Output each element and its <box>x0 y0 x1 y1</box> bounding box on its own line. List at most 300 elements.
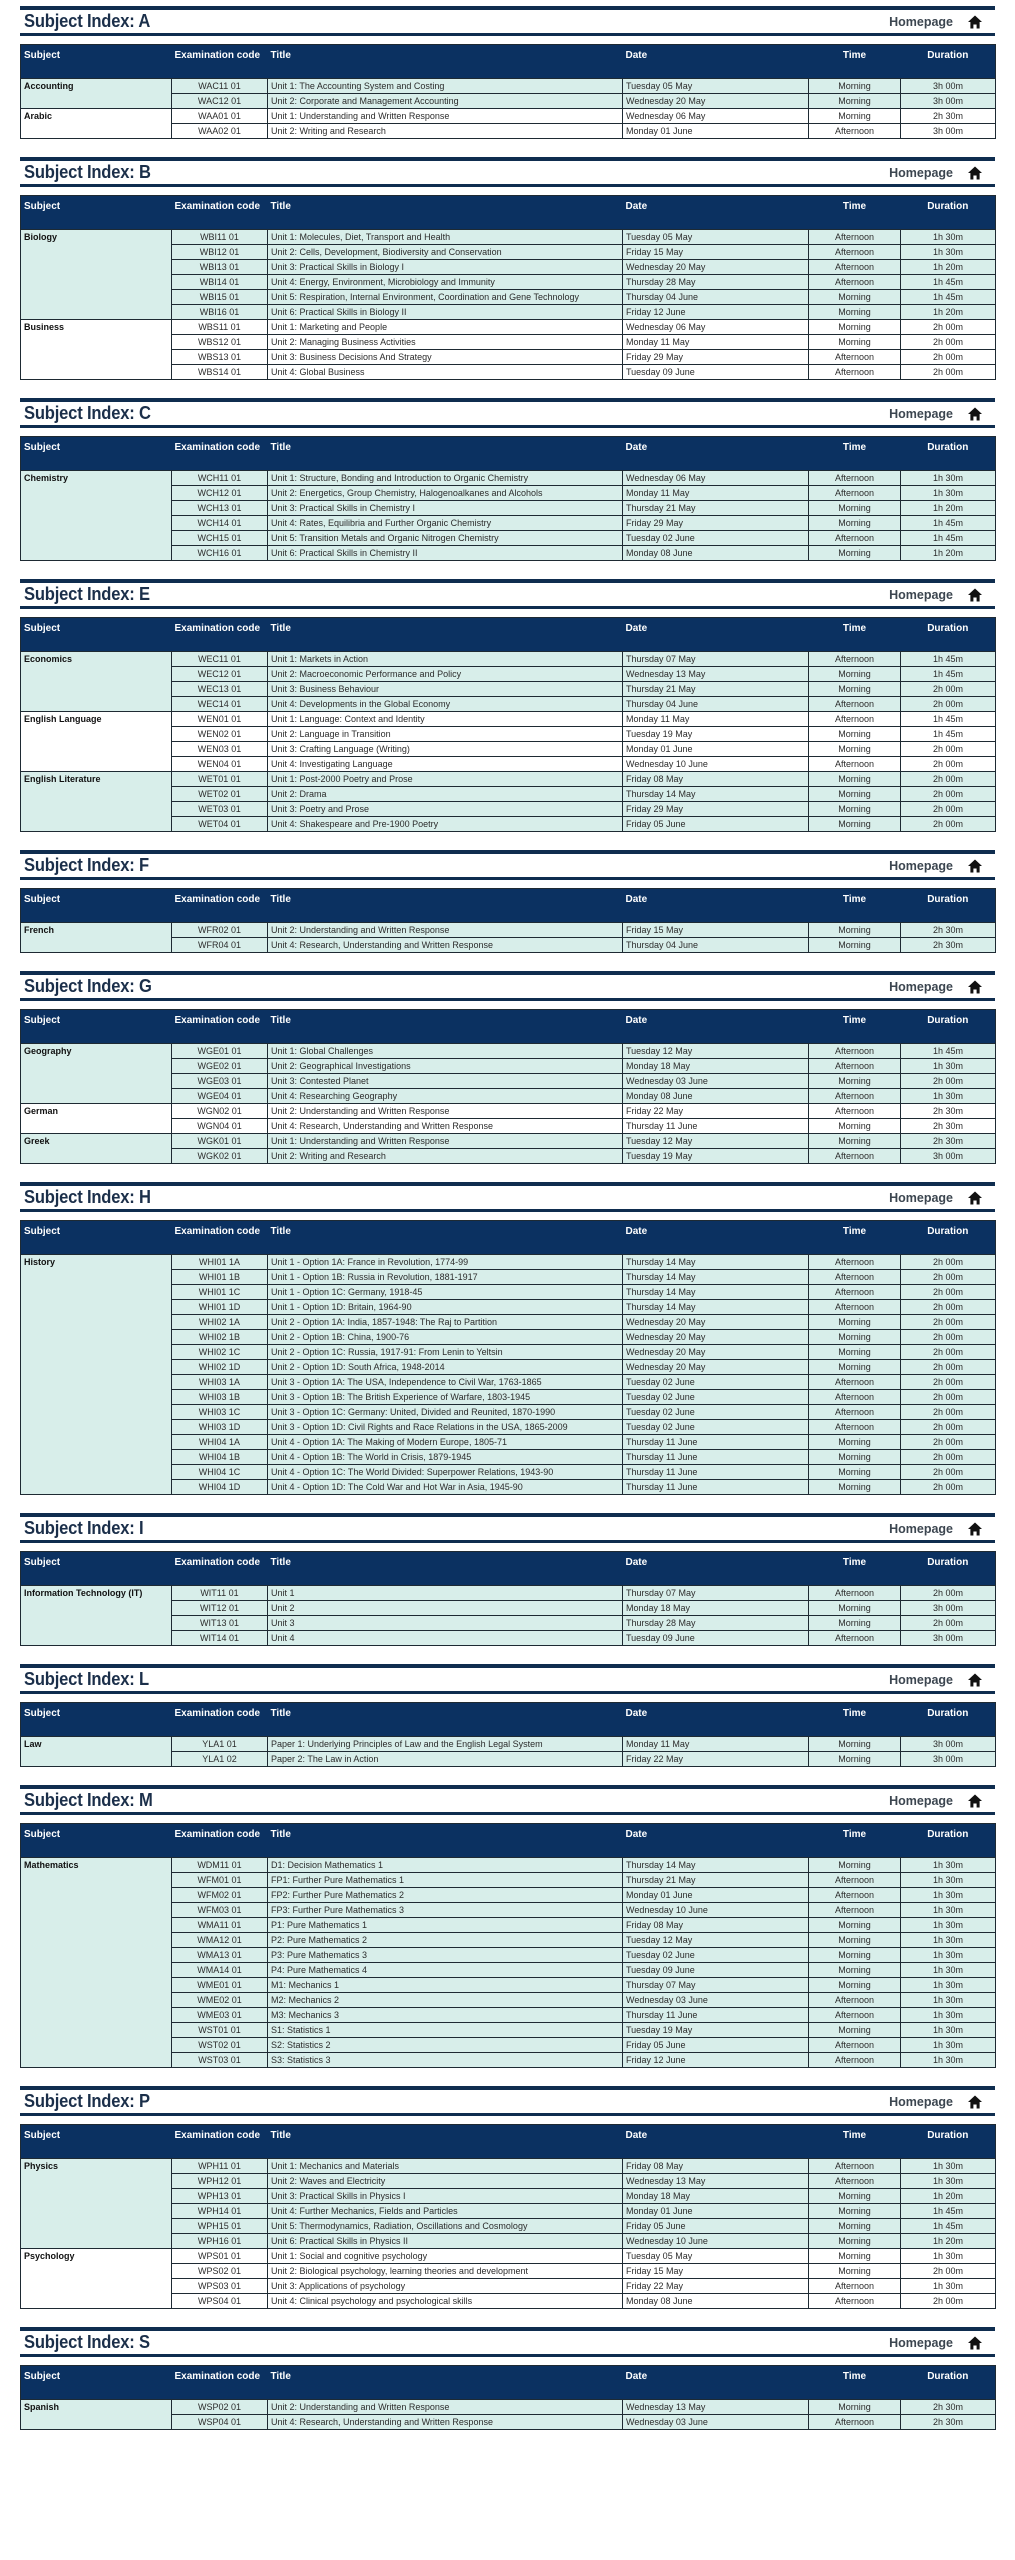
cell-duration: 2h 00m <box>901 365 996 380</box>
column-header-date: Date <box>623 437 809 471</box>
table-header-row <box>21 889 996 923</box>
cell-duration: 1h 45m <box>901 290 996 305</box>
column-header-code: Examination code <box>172 196 268 230</box>
cell-title: Unit 4: Shakespeare and Pre-1900 Poetry <box>268 817 623 832</box>
cell-title: Unit 1 - Option 1B: Russia in Revolution, 1881-1917 <box>268 1270 623 1285</box>
cell-date: Thursday 28 May <box>623 275 809 290</box>
subject-index-section <box>20 1785 995 2068</box>
cell-date: Thursday 14 May <box>623 1255 809 1270</box>
cell-date: Thursday 14 May <box>623 787 809 802</box>
cell-title: Unit 3 - Option 1B: The British Experience of Warfare, 1803-1945 <box>268 1390 623 1405</box>
column-header-title: Title <box>268 437 623 471</box>
cell-time: Afternoon <box>809 1888 901 1903</box>
column-header-date: Date <box>623 196 809 230</box>
cell-duration: 1h 20m <box>901 2234 996 2249</box>
subject-name: Physics <box>21 2159 172 2249</box>
cell-time: Morning <box>809 305 901 320</box>
cell-time: Afternoon <box>809 2008 901 2023</box>
cell-title: Unit 1: The Accounting System and Costing <box>268 79 623 94</box>
exam-timetable <box>20 436 996 561</box>
table-row <box>21 1737 996 1752</box>
subject-name: Chemistry <box>21 471 172 561</box>
column-header-code: Examination code <box>172 889 268 923</box>
cell-duration: 2h 00m <box>901 320 996 335</box>
cell-code: WCH15 01 <box>172 531 268 546</box>
table-row <box>21 1044 996 1059</box>
column-header-time: Time <box>809 1010 901 1044</box>
table-header-row <box>21 2125 996 2159</box>
cell-date: Thursday 07 May <box>623 1586 809 1601</box>
cell-duration: 1h 30m <box>901 1948 996 1963</box>
homepage-link[interactable] <box>889 979 983 995</box>
cell-code: WCH16 01 <box>172 546 268 561</box>
cell-time: Morning <box>809 1616 901 1631</box>
cell-time: Morning <box>809 1752 901 1767</box>
cell-time: Afternoon <box>809 652 901 667</box>
subject-index-section <box>20 579 995 832</box>
cell-date: Tuesday 02 June <box>623 531 809 546</box>
cell-code: WGE04 01 <box>172 1089 268 1104</box>
cell-code: WCH11 01 <box>172 471 268 486</box>
cell-title: P4: Pure Mathematics 4 <box>268 1963 623 1978</box>
exam-timetable <box>20 2365 996 2430</box>
cell-code: WMA14 01 <box>172 1963 268 1978</box>
cell-title: Unit 4: Rates, Equilibria and Further Organic Chemistry <box>268 516 623 531</box>
cell-date: Tuesday 05 May <box>623 2249 809 2264</box>
homepage-link[interactable] <box>889 1521 983 1537</box>
column-header-title: Title <box>268 889 623 923</box>
subject-index-section <box>20 1513 995 1646</box>
cell-date: Tuesday 02 June <box>623 1375 809 1390</box>
cell-code: WET01 01 <box>172 772 268 787</box>
homepage-link[interactable] <box>889 1793 983 1809</box>
cell-date: Thursday 14 May <box>623 1270 809 1285</box>
cell-code: YLA1 02 <box>172 1752 268 1767</box>
column-header-time: Time <box>809 1221 901 1255</box>
cell-title: Unit 3: Business Behaviour <box>268 682 623 697</box>
cell-duration: 1h 30m <box>901 1963 996 1978</box>
cell-code: WAA01 01 <box>172 109 268 124</box>
cell-date: Wednesday 06 May <box>623 471 809 486</box>
cell-title: Unit 1: Marketing and People <box>268 320 623 335</box>
cell-duration: 2h 30m <box>901 1119 996 1134</box>
home-icon <box>967 406 983 422</box>
cell-time: Morning <box>809 1134 901 1149</box>
subject-index-section <box>20 398 995 561</box>
cell-title: Unit 2: Understanding and Written Response <box>268 923 623 938</box>
column-header-time: Time <box>809 196 901 230</box>
cell-time: Morning <box>809 1074 901 1089</box>
cell-time: Afternoon <box>809 697 901 712</box>
cell-time: Morning <box>809 1345 901 1360</box>
cell-time: Morning <box>809 817 901 832</box>
cell-title: Unit 1: Structure, Bonding and Introduction to Organic Chemistry <box>268 471 623 486</box>
cell-code: WEC13 01 <box>172 682 268 697</box>
homepage-label: Homepage <box>889 14 953 29</box>
cell-code: WPH13 01 <box>172 2189 268 2204</box>
cell-duration: 3h 00m <box>901 124 996 139</box>
subject-index-section <box>20 1664 995 1767</box>
cell-time: Afternoon <box>809 2038 901 2053</box>
cell-date: Tuesday 19 May <box>623 1149 809 1164</box>
cell-duration: 2h 00m <box>901 1420 996 1435</box>
cell-title: FP1: Further Pure Mathematics 1 <box>268 1873 623 1888</box>
homepage-label: Homepage <box>889 1672 953 1687</box>
home-icon <box>967 2335 983 2351</box>
cell-date: Friday 05 June <box>623 817 809 832</box>
cell-code: WPH16 01 <box>172 2234 268 2249</box>
cell-time: Morning <box>809 682 901 697</box>
cell-duration: 1h 30m <box>901 1888 996 1903</box>
cell-title: Unit 2 - Option 1B: China, 1900-76 <box>268 1330 623 1345</box>
cell-duration: 1h 45m <box>901 2204 996 2219</box>
cell-code: WBI16 01 <box>172 305 268 320</box>
cell-time: Afternoon <box>809 1270 901 1285</box>
cell-duration: 1h 30m <box>901 2008 996 2023</box>
homepage-link[interactable] <box>889 1190 983 1206</box>
cell-time: Morning <box>809 2204 901 2219</box>
cell-code: YLA1 01 <box>172 1737 268 1752</box>
column-header-title: Title <box>268 2366 623 2400</box>
cell-date: Friday 12 June <box>623 2053 809 2068</box>
cell-time: Morning <box>809 923 901 938</box>
subject-name: Geography <box>21 1044 172 1104</box>
cell-duration: 2h 00m <box>901 742 996 757</box>
cell-title: Unit 2: Macroeconomic Performance and Policy <box>268 667 623 682</box>
cell-code: WIT12 01 <box>172 1601 268 1616</box>
section-title: Subject Index: B <box>24 162 151 182</box>
cell-duration: 1h 45m <box>901 516 996 531</box>
section-header <box>20 850 995 880</box>
cell-duration: 1h 30m <box>901 471 996 486</box>
cell-time: Morning <box>809 320 901 335</box>
cell-date: Thursday 14 May <box>623 1300 809 1315</box>
column-header-time: Time <box>809 45 901 79</box>
cell-title: Unit 2: Corporate and Management Accounting <box>268 94 623 109</box>
cell-time: Afternoon <box>809 2415 901 2430</box>
exam-timetable <box>20 1551 996 1646</box>
cell-date: Wednesday 06 May <box>623 109 809 124</box>
cell-code: WHI02 1B <box>172 1330 268 1345</box>
cell-date: Friday 08 May <box>623 1918 809 1933</box>
cell-date: Tuesday 02 June <box>623 1948 809 1963</box>
column-header-subject: Subject <box>21 618 172 652</box>
column-header-duration: Duration <box>901 889 996 923</box>
column-header-subject: Subject <box>21 1010 172 1044</box>
cell-title: Unit 4: Research, Understanding and Written Response <box>268 2415 623 2430</box>
cell-title: Unit 6: Practical Skills in Physics II <box>268 2234 623 2249</box>
cell-duration: 2h 00m <box>901 1450 996 1465</box>
cell-time: Morning <box>809 1465 901 1480</box>
cell-code: WBS11 01 <box>172 320 268 335</box>
cell-time: Afternoon <box>809 1375 901 1390</box>
homepage-link[interactable] <box>889 587 983 603</box>
cell-date: Friday 12 June <box>623 305 809 320</box>
cell-title: Unit 1: Markets in Action <box>268 652 623 667</box>
cell-title: Unit 4: Global Business <box>268 365 623 380</box>
homepage-label: Homepage <box>889 2335 953 2350</box>
cell-code: WCH14 01 <box>172 516 268 531</box>
section-header <box>20 579 995 609</box>
column-header-title: Title <box>268 45 623 79</box>
homepage-link[interactable] <box>889 165 983 181</box>
cell-code: WBI11 01 <box>172 230 268 245</box>
homepage-label: Homepage <box>889 406 953 421</box>
cell-duration: 1h 45m <box>901 531 996 546</box>
cell-code: WFM03 01 <box>172 1903 268 1918</box>
cell-code: WFR02 01 <box>172 923 268 938</box>
column-header-code: Examination code <box>172 1010 268 1044</box>
subject-name: German <box>21 1104 172 1134</box>
cell-duration: 2h 00m <box>901 1480 996 1495</box>
homepage-link[interactable] <box>889 858 983 874</box>
column-header-time: Time <box>809 618 901 652</box>
cell-title: Unit 4: Research, Understanding and Written Response <box>268 1119 623 1134</box>
cell-time: Morning <box>809 742 901 757</box>
section-title: Subject Index: S <box>24 2332 150 2352</box>
cell-time: Afternoon <box>809 1631 901 1646</box>
cell-duration: 1h 30m <box>901 2174 996 2189</box>
cell-date: Friday 08 May <box>623 2159 809 2174</box>
cell-title: Unit 3: Practical Skills in Physics I <box>268 2189 623 2204</box>
cell-title: S1: Statistics 1 <box>268 2023 623 2038</box>
cell-duration: 1h 30m <box>901 1978 996 1993</box>
cell-code: WHI01 1C <box>172 1285 268 1300</box>
cell-duration: 2h 00m <box>901 1360 996 1375</box>
cell-date: Monday 08 June <box>623 546 809 561</box>
cell-date: Tuesday 05 May <box>623 230 809 245</box>
section-title: Subject Index: G <box>24 976 152 996</box>
cell-title: Unit 2 - Option 1A: India, 1857-1948: The Raj to Partition <box>268 1315 623 1330</box>
cell-duration: 1h 30m <box>901 1918 996 1933</box>
column-header-subject: Subject <box>21 437 172 471</box>
cell-title: S2: Statistics 2 <box>268 2038 623 2053</box>
homepage-label: Homepage <box>889 858 953 873</box>
cell-time: Afternoon <box>809 1405 901 1420</box>
home-icon <box>967 587 983 603</box>
cell-title: Unit 2: Understanding and Written Response <box>268 1104 623 1119</box>
cell-duration: 1h 20m <box>901 546 996 561</box>
cell-time: Morning <box>809 727 901 742</box>
subject-index-document <box>20 6 995 2430</box>
cell-time: Afternoon <box>809 1390 901 1405</box>
cell-title: Unit 1: Understanding and Written Response <box>268 1134 623 1149</box>
cell-duration: 2h 30m <box>901 923 996 938</box>
home-icon <box>967 979 983 995</box>
table-row <box>21 2400 996 2415</box>
column-header-time: Time <box>809 2366 901 2400</box>
cell-duration: 2h 00m <box>901 1074 996 1089</box>
table-row <box>21 652 996 667</box>
cell-code: WHI04 1C <box>172 1465 268 1480</box>
cell-date: Wednesday 20 May <box>623 1345 809 1360</box>
homepage-link[interactable] <box>889 406 983 422</box>
cell-date: Monday 11 May <box>623 486 809 501</box>
cell-code: WPH11 01 <box>172 2159 268 2174</box>
cell-code: WHI01 1A <box>172 1255 268 1270</box>
cell-code: WSP02 01 <box>172 2400 268 2415</box>
cell-code: WAA02 01 <box>172 124 268 139</box>
cell-time: Morning <box>809 94 901 109</box>
cell-time: Afternoon <box>809 1586 901 1601</box>
cell-date: Friday 05 June <box>623 2038 809 2053</box>
table-row <box>21 320 996 335</box>
cell-date: Thursday 04 June <box>623 697 809 712</box>
cell-date: Wednesday 20 May <box>623 1330 809 1345</box>
home-icon <box>967 2094 983 2110</box>
cell-date: Thursday 21 May <box>623 1873 809 1888</box>
cell-title: M3: Mechanics 3 <box>268 2008 623 2023</box>
cell-duration: 2h 00m <box>901 1390 996 1405</box>
cell-date: Thursday 04 June <box>623 290 809 305</box>
cell-date: Wednesday 03 June <box>623 2415 809 2430</box>
cell-date: Tuesday 19 May <box>623 727 809 742</box>
section-header <box>20 1785 995 1815</box>
cell-title: P1: Pure Mathematics 1 <box>268 1918 623 1933</box>
cell-time: Morning <box>809 2189 901 2204</box>
cell-date: Wednesday 10 June <box>623 1903 809 1918</box>
homepage-link[interactable] <box>889 2094 983 2110</box>
cell-title: Unit 4: Research, Understanding and Written Response <box>268 938 623 953</box>
cell-code: WBI14 01 <box>172 275 268 290</box>
cell-time: Afternoon <box>809 1993 901 2008</box>
table-row <box>21 1858 996 1873</box>
table-header-row <box>21 1703 996 1737</box>
subject-index-section <box>20 971 995 1164</box>
cell-date: Wednesday 20 May <box>623 94 809 109</box>
homepage-label: Homepage <box>889 1190 953 1205</box>
cell-time: Afternoon <box>809 2294 901 2309</box>
cell-title: Unit 2: Language in Transition <box>268 727 623 742</box>
cell-title: Unit 5: Thermodynamics, Radiation, Oscillations and Cosmology <box>268 2219 623 2234</box>
homepage-label: Homepage <box>889 2094 953 2109</box>
cell-date: Friday 08 May <box>623 772 809 787</box>
cell-time: Morning <box>809 1933 901 1948</box>
cell-title: Unit 2: Writing and Research <box>268 1149 623 1164</box>
column-header-code: Examination code <box>172 618 268 652</box>
cell-duration: 1h 30m <box>901 2038 996 2053</box>
cell-date: Wednesday 13 May <box>623 2400 809 2415</box>
cell-code: WEN04 01 <box>172 757 268 772</box>
cell-title: Unit 2: Energetics, Group Chemistry, Halogenoalkanes and Alcohols <box>268 486 623 501</box>
section-title: Subject Index: C <box>24 403 151 423</box>
cell-duration: 2h 00m <box>901 335 996 350</box>
cell-time: Afternoon <box>809 1255 901 1270</box>
column-header-date: Date <box>623 1010 809 1044</box>
cell-code: WHI02 1A <box>172 1315 268 1330</box>
cell-duration: 2h 00m <box>901 1616 996 1631</box>
cell-code: WIT14 01 <box>172 1631 268 1646</box>
cell-duration: 2h 00m <box>901 350 996 365</box>
cell-title: Unit 5: Respiration, Internal Environment, Coordination and Gene Technology <box>268 290 623 305</box>
cell-code: WHI03 1A <box>172 1375 268 1390</box>
cell-time: Afternoon <box>809 2279 901 2294</box>
cell-time: Afternoon <box>809 2053 901 2068</box>
homepage-link[interactable] <box>889 1672 983 1688</box>
column-header-time: Time <box>809 2125 901 2159</box>
cell-title: M1: Mechanics 1 <box>268 1978 623 1993</box>
homepage-label: Homepage <box>889 1521 953 1536</box>
cell-duration: 2h 00m <box>901 1255 996 1270</box>
cell-time: Morning <box>809 1963 901 1978</box>
table-row <box>21 471 996 486</box>
cell-date: Monday 08 June <box>623 1089 809 1104</box>
cell-date: Tuesday 02 June <box>623 1420 809 1435</box>
cell-duration: 1h 20m <box>901 501 996 516</box>
cell-title: Unit 3 <box>268 1616 623 1631</box>
cell-time: Morning <box>809 79 901 94</box>
cell-title: Unit 4 <box>268 1631 623 1646</box>
cell-duration: 2h 00m <box>901 772 996 787</box>
cell-code: WHI04 1B <box>172 1450 268 1465</box>
cell-title: Unit 3 - Option 1D: Civil Rights and Race Relations in the USA, 1865-2009 <box>268 1420 623 1435</box>
homepage-link[interactable] <box>889 2335 983 2351</box>
cell-date: Wednesday 10 June <box>623 2234 809 2249</box>
cell-time: Afternoon <box>809 531 901 546</box>
cell-duration: 2h 00m <box>901 697 996 712</box>
section-header <box>20 2327 995 2357</box>
column-header-code: Examination code <box>172 1552 268 1586</box>
cell-duration: 1h 30m <box>901 2279 996 2294</box>
column-header-subject: Subject <box>21 1552 172 1586</box>
cell-time: Afternoon <box>809 1149 901 1164</box>
column-header-code: Examination code <box>172 1221 268 1255</box>
cell-time: Afternoon <box>809 2159 901 2174</box>
homepage-label: Homepage <box>889 979 953 994</box>
cell-title: FP2: Further Pure Mathematics 2 <box>268 1888 623 1903</box>
table-row <box>21 712 996 727</box>
exam-timetable <box>20 1823 996 2068</box>
exam-timetable <box>20 44 996 139</box>
table-header-row <box>21 1221 996 1255</box>
cell-date: Thursday 11 June <box>623 1435 809 1450</box>
cell-code: WBI15 01 <box>172 290 268 305</box>
cell-title: Unit 3: Crafting Language (Writing) <box>268 742 623 757</box>
section-header <box>20 971 995 1001</box>
cell-date: Thursday 11 June <box>623 1119 809 1134</box>
table-row <box>21 1104 996 1119</box>
subject-index-section <box>20 6 995 139</box>
table-header-row <box>21 437 996 471</box>
cell-time: Afternoon <box>809 1089 901 1104</box>
cell-time: Morning <box>809 2400 901 2415</box>
subject-name: Biology <box>21 230 172 320</box>
cell-duration: 1h 45m <box>901 712 996 727</box>
section-header <box>20 2086 995 2116</box>
cell-duration: 1h 30m <box>901 2249 996 2264</box>
subject-name: Economics <box>21 652 172 712</box>
cell-date: Wednesday 20 May <box>623 260 809 275</box>
homepage-link[interactable] <box>889 14 983 30</box>
cell-code: WMA13 01 <box>172 1948 268 1963</box>
cell-date: Thursday 21 May <box>623 682 809 697</box>
column-header-date: Date <box>623 618 809 652</box>
section-header <box>20 398 995 428</box>
cell-duration: 1h 45m <box>901 275 996 290</box>
cell-code: WPS03 01 <box>172 2279 268 2294</box>
cell-date: Monday 18 May <box>623 1059 809 1074</box>
cell-code: WST02 01 <box>172 2038 268 2053</box>
cell-time: Morning <box>809 1360 901 1375</box>
subject-name: Accounting <box>21 79 172 109</box>
column-header-title: Title <box>268 1552 623 1586</box>
cell-time: Afternoon <box>809 1420 901 1435</box>
column-header-duration: Duration <box>901 618 996 652</box>
cell-duration: 2h 00m <box>901 1586 996 1601</box>
cell-title: Unit 2 - Option 1D: South Africa, 1948-2014 <box>268 1360 623 1375</box>
cell-time: Morning <box>809 2219 901 2234</box>
cell-title: Unit 4 - Option 1B: The World in Crisis, 1879-1945 <box>268 1450 623 1465</box>
